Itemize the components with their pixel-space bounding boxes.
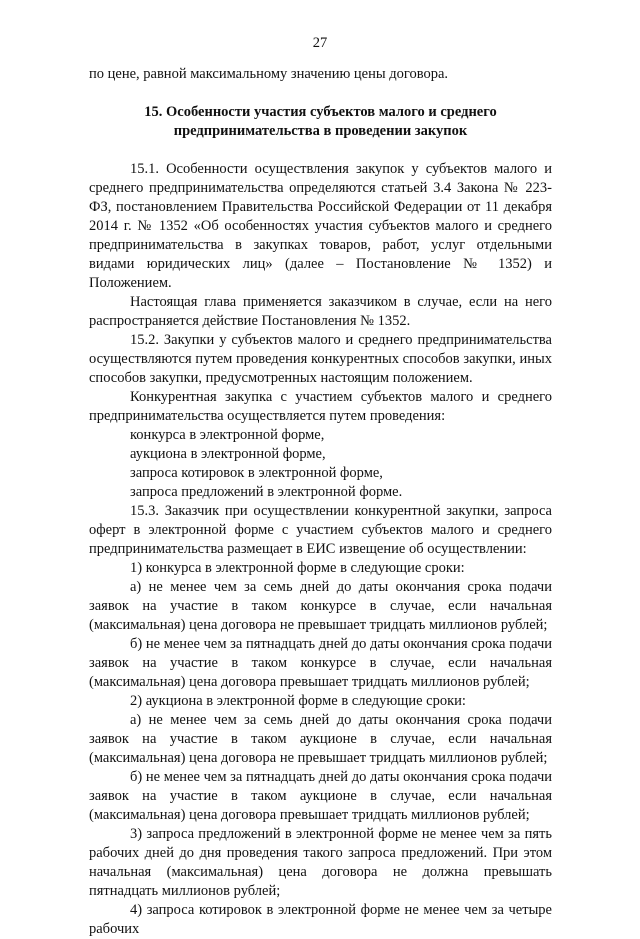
list-item-contest: конкурса в электронной форме,	[130, 427, 325, 443]
page-content	[89, 65, 552, 939]
list-item-auction: аукциона в электронной форме,	[130, 446, 326, 462]
item-2-b: б) не менее чем за пятнадцать дней до даты окончания срока подачи заявок на участие в таком аукционе в случае, если начальная (максимальная) цена договора превышает тридцать миллионов рублей;	[89, 769, 552, 823]
paragraph-competitive: Конкурентная закупка с участием субъектов малого и среднего предпринимательства осуществляется путем проведения:	[89, 389, 552, 424]
list-item-proposals: запроса предложений в электронной форме.	[130, 484, 403, 500]
list-item-quotes: запроса котировок в электронной форме,	[130, 465, 383, 481]
paragraph-scope: Настоящая глава применяется заказчиком в случае, если на него распространяется действие Постановления № 1352.	[89, 294, 552, 329]
section-heading	[89, 103, 552, 141]
item-1-a: а) не менее чем за семь дней до даты окончания срока подачи заявок на участие в таком конкурсе в случае, если начальная (максимальная) цена договора не превышает тридцать миллионов рублей;	[89, 579, 552, 633]
section-heading-line-2: предпринимательства в проведении закупок	[173, 123, 468, 139]
intro-line: по цене, равной максимальному значению цены договора.	[89, 66, 449, 82]
paragraph-15-1: 15.1. Особенности осуществления закупок у субъектов малого и среднего предпринимательства определяются статьей 3.4 Закона № 223-ФЗ, постановлением Правительства Российской Федерации от 11 декабря 2014 г. № 1352 «Об особенностях участия субъектов малого и среднего предпринимательства в закупках товаров, работ, услуг отдельными видами юридических лиц» (далее – Постановление № 1352) и Положением.	[89, 161, 552, 291]
paragraph-15-2: 15.2. Закупки у субъектов малого и среднего предпринимательства осуществляются путем проведения конкурентных способов закупки, иных способов закупки, предусмотренных настоящим положением.	[89, 332, 552, 386]
item-1-contest: 1) конкурса в электронной форме в следующие сроки:	[130, 560, 465, 576]
page-number: 27	[312, 35, 328, 51]
item-2-auction: 2) аукциона в электронной форме в следующие сроки:	[130, 693, 466, 709]
item-1-b: б) не менее чем за пятнадцать дней до даты окончания срока подачи заявок на участие в таком конкурсе в случае, если начальная (максимальная) цена договора превышает тридцать миллионов рублей;	[89, 636, 552, 690]
paragraph-15-3: 15.3. Заказчик при осуществлении конкурентной закупки, запроса оферт в электронной форме с участием субъектов малого и среднего предпринимательства размещает в ЕИС извещение об осуществлении:	[89, 503, 552, 557]
item-4-quotes: 4) запроса котировок в электронной форме не менее чем за четыре рабочих	[89, 902, 552, 937]
item-3-proposals: 3) запроса предложений в электронной форме не менее чем за пять рабочих дней до дня проведения такого запроса предложений. При этом начальная (максимальная) цена договора не должна превышать пятнадцать миллионов рублей;	[89, 826, 552, 899]
section-heading-line-1: 15. Особенности участия субъектов малого и среднего	[144, 104, 497, 120]
item-2-a: а) не менее чем за семь дней до даты окончания срока подачи заявок на участие в таком аукционе в случае, если начальная (максимальная) цена договора не превышает тридцать миллионов рублей;	[89, 712, 552, 766]
